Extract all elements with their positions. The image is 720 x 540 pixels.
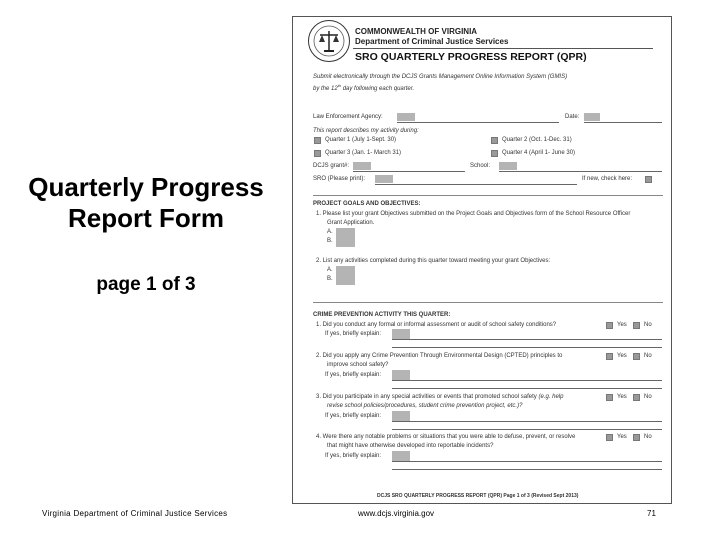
date-underline (584, 122, 662, 123)
question-2-no-checkbox[interactable] (633, 353, 640, 360)
question-4-text: 4. Were there any notable problems or situations that you were able to defuse, prevent, or resolve (316, 434, 576, 440)
question-1-underline (392, 347, 662, 348)
question-2-yes-label: Yes (617, 353, 627, 359)
question-4-yes-checkbox[interactable] (606, 434, 613, 441)
grant-field[interactable] (353, 162, 371, 170)
quarter-2-checkbox[interactable] (491, 137, 498, 144)
question-2-explain-field[interactable] (392, 370, 410, 380)
quarter-1-checkbox[interactable] (314, 137, 321, 144)
question-4-yes-label: Yes (617, 434, 627, 440)
form-title: SRO QUARTERLY PROGRESS REPORT (QPR) (355, 51, 587, 63)
quarter-4-checkbox[interactable] (491, 150, 498, 157)
goal-1-item-a: A. (327, 229, 333, 235)
goal-2-item-b: B. (327, 276, 333, 282)
question-1-text: 1. Did you conduct any formal or informal assessment or audit of school safety conditions? (316, 322, 557, 328)
goal-2-item-a: A. (327, 267, 333, 273)
date-label: Date: (565, 114, 580, 120)
crime-prevention-heading: CRIME PREVENTION ACTIVITY THIS QUARTER: (313, 312, 451, 318)
question-1-explain-field[interactable] (392, 329, 410, 339)
goal-2-answer-field[interactable] (336, 266, 355, 285)
quarter-3-checkbox[interactable] (314, 150, 321, 157)
question-1-explain-label: If yes, briefly explain: (325, 331, 382, 337)
new-sro-checkbox[interactable] (645, 176, 652, 183)
new-sro-label: If new, check here: (582, 176, 633, 182)
question-1-no-label: No (644, 322, 652, 328)
question-3-underline (392, 421, 662, 422)
question-2-text: 2. Did you apply any Crime Prevention Through Environmental Design (CPTED) principles to (316, 353, 563, 359)
grant-label: DCJS grant#: (313, 163, 350, 169)
quarter-4-label: Quarter 4 (April 1- June 30) (502, 150, 576, 156)
submit-instructions: Submit electronically through the DCJS Grants Management Online Information System (GMIS) (313, 74, 568, 80)
header-commonwealth: COMMONWEALTH OF VIRGINIA (355, 27, 478, 36)
question-4-no-checkbox[interactable] (633, 434, 640, 441)
question-2-underline (392, 380, 662, 381)
footer-organization: Virginia Department of Criminal Justice Services (42, 509, 228, 518)
activity-label: This report describes my activity during: (313, 128, 419, 134)
goal-1-item-b: B. (327, 238, 333, 244)
goal-1-answer-field[interactable] (336, 228, 355, 247)
question-3-underline (392, 429, 662, 430)
question-1-yes-checkbox[interactable] (606, 322, 613, 329)
agency-label: Law Enforcement Agency: (313, 114, 383, 120)
sro-underline (375, 184, 577, 185)
virginia-seal-icon (308, 20, 350, 62)
question-3-text-cont: revise school policies/procedures, student crime prevention project, etc.)? (327, 403, 523, 409)
question-4-no-label: No (644, 434, 652, 440)
slide-number: 71 (647, 509, 656, 518)
question-1-yes-label: Yes (617, 322, 627, 328)
grant-underline (353, 171, 465, 172)
agency-field[interactable] (397, 113, 415, 121)
goals-heading: PROJECT GOALS AND OBJECTIVES: (313, 201, 421, 207)
question-3-text: 3. Did you participate in any special activities or events that promoted school safety (e.g. help (316, 394, 564, 400)
question-2-explain-label: If yes, briefly explain: (325, 372, 382, 378)
question-4-explain-label: If yes, briefly explain: (325, 453, 382, 459)
quarter-3-label: Quarter 3 (Jan. 1- March 31) (325, 150, 402, 156)
submit-deadline: by the 12th day following each quarter. (313, 83, 415, 92)
question-4-explain-field[interactable] (392, 451, 410, 461)
question-3-explain-field[interactable] (392, 411, 410, 421)
question-4-underline (392, 469, 662, 470)
header-department: Department of Criminal Justice Services (355, 37, 509, 46)
header-divider (353, 48, 653, 49)
sro-label: SRO (Please print): (313, 176, 366, 182)
school-field[interactable] (499, 162, 517, 170)
question-3-no-label: No (644, 394, 652, 400)
question-2-yes-checkbox[interactable] (606, 353, 613, 360)
question-1-underline (392, 339, 662, 340)
goal-1-text: 1. Please list your grant Objectives submitted on the Project Goals and Objectives form of the School Resource Officer (316, 211, 631, 217)
question-3-yes-label: Yes (617, 394, 627, 400)
question-2-no-label: No (644, 353, 652, 359)
quarter-1-label: Quarter 1 (July 1-Sept. 30) (325, 137, 397, 143)
slide-page-indicator: page 1 of 3 (96, 274, 196, 295)
school-label: School: (470, 163, 491, 169)
goal-2-text: 2. List any activities completed during this quarter toward meeting your grant Objectives: (316, 258, 551, 264)
form-footer: DCJS SRO QUARTERLY PROGRESS REPORT (QPR) Page 1 of 3 (Revised Sept 2013) (377, 493, 579, 499)
question-3-yes-checkbox[interactable] (606, 394, 613, 401)
question-2-underline (392, 388, 662, 389)
sro-field[interactable] (375, 175, 393, 183)
question-4-text-cont: that might have otherwise developed into reportable incidents? (327, 443, 494, 449)
question-1-no-checkbox[interactable] (633, 322, 640, 329)
quarter-2-label: Quarter 2 (Oct. 1-Dec. 31) (502, 137, 572, 143)
agency-underline (397, 122, 559, 123)
section-divider (313, 302, 663, 303)
date-field[interactable] (584, 113, 600, 121)
footer-website: www.dcjs.virginia.gov (358, 509, 435, 518)
goal-1-text-cont: Grant Application. (327, 220, 375, 226)
question-4-underline (392, 461, 662, 462)
question-2-text-cont: improve school safety? (327, 362, 389, 368)
section-divider (313, 195, 663, 196)
school-underline (499, 171, 662, 172)
form-page-image (292, 16, 672, 504)
question-3-no-checkbox[interactable] (633, 394, 640, 401)
question-3-explain-label: If yes, briefly explain: (325, 413, 382, 419)
slide-title: Quarterly Progress Report Form (28, 172, 264, 233)
